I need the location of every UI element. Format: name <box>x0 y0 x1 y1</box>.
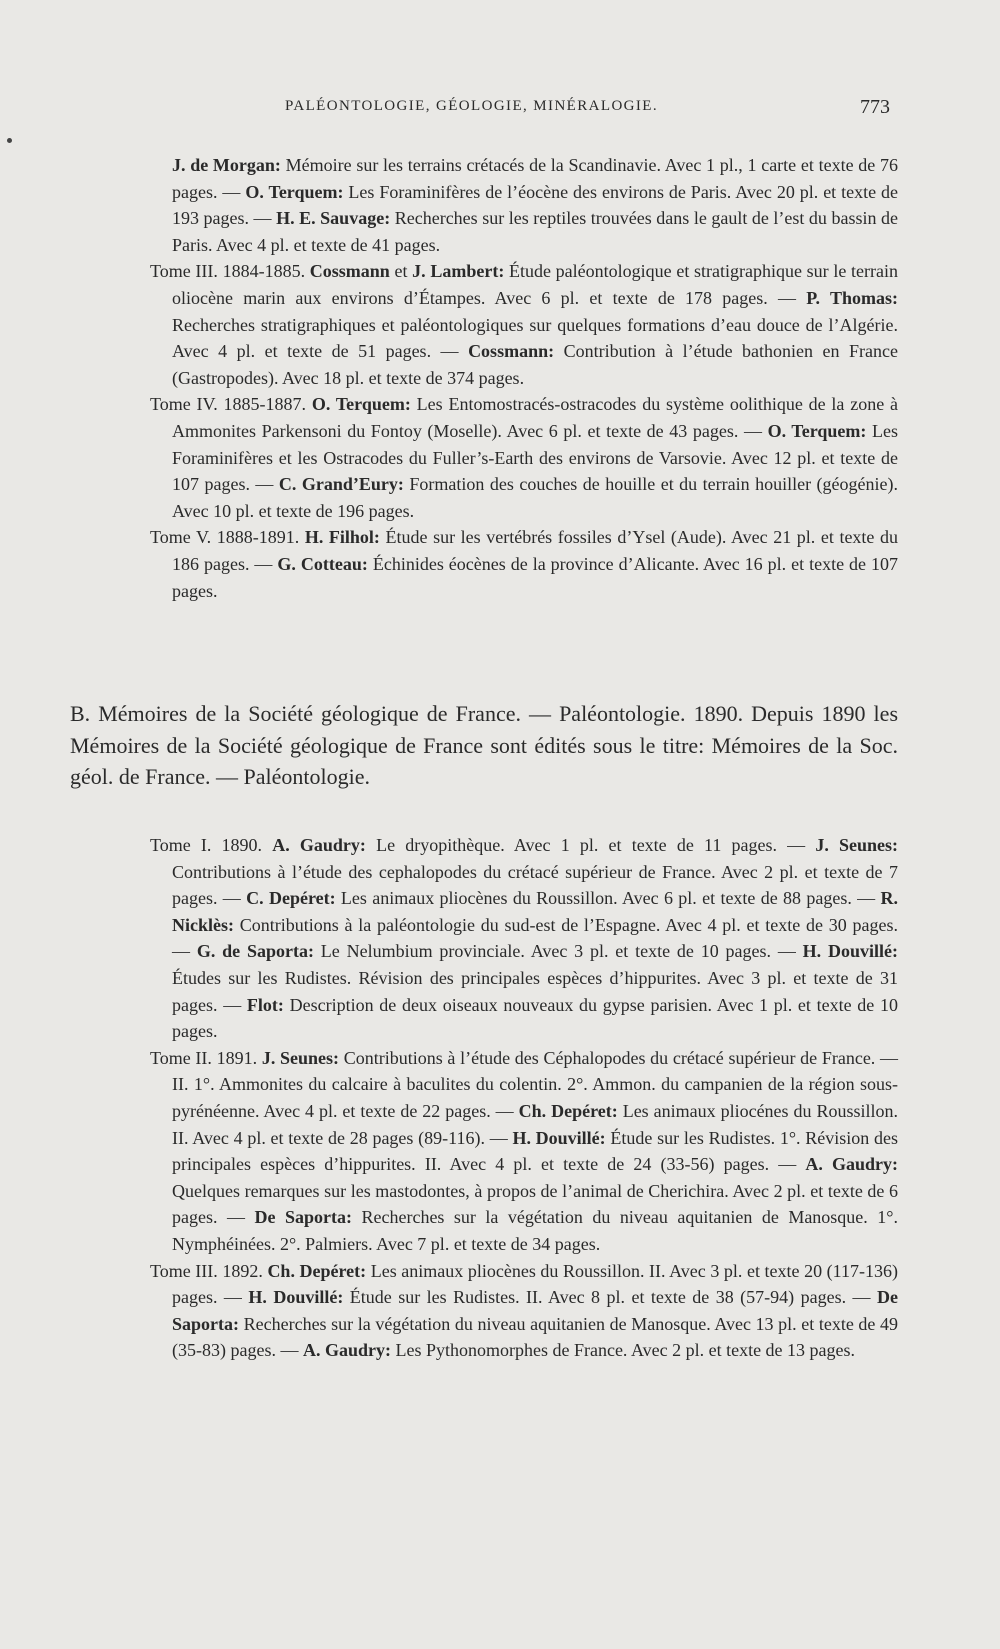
author-colon: : <box>337 181 344 202</box>
author-colon: : <box>404 394 411 415</box>
work-description: Contributions à la paléontologie du sud-est de l’Espagne. Avec 4 pl. et texte de 30 pages. — <box>172 914 898 962</box>
work-description: Mémoire sur les terrains crétacés de la Scandinavie. Avec 1 pl., 1 carte et texte de 76 pages. — <box>172 155 898 202</box>
author-name: H. Filhol <box>304 527 374 548</box>
author-colon: : <box>599 1127 606 1148</box>
tome-label: Tome I. 1890. <box>150 835 273 855</box>
section-b-heading-block <box>70 698 898 793</box>
tome-label: Tome III. 1884-1885. <box>150 261 310 282</box>
author-colon: : <box>892 1154 898 1175</box>
author-name: O. Terquem <box>767 420 861 441</box>
work-description: Quelques remarques sur les mastodontes, à propos de l’animal de Cherichira. Avec 2 pl. et texte de 6 pages. — <box>172 1180 898 1228</box>
author-name: G. Cotteau <box>277 553 362 574</box>
author-name: A. Gaudry <box>805 1154 892 1175</box>
author-name: A. Gaudry <box>272 835 360 855</box>
work-description: Les animaux pliocènes du Roussillon. Avec 6 pl. et texte de 88 pages. — <box>335 888 881 909</box>
author-name: Cossmann <box>468 341 549 362</box>
tome-entry <box>150 152 898 258</box>
work-description: Recherches sur la végétation du niveau aquitanien de Manosque. 1°. Nymphéinées. 2°. Palmiers. Avec 7 pl. et texte de 34 pages. <box>172 1207 898 1254</box>
tome-entry <box>150 1045 898 1258</box>
author-colon: : <box>384 1340 391 1361</box>
author-colon: : <box>274 155 281 175</box>
work-description: Les Pythonomorphes de France. Avec 2 pl. et texte de 13 pages. <box>390 1340 856 1361</box>
author-colon: : <box>891 287 898 308</box>
work-description: Les Foraminifères et les Ostracodes du Fuller’s-Earth des environs de Varsovie. Avec 12 pl. et texte de 107 pages. — <box>172 420 898 495</box>
tome-entry <box>150 258 898 391</box>
author-name: P. Thomas <box>806 287 892 308</box>
author-name: H. Douvillé <box>802 941 892 962</box>
work-description: et <box>389 261 413 282</box>
work-description: Les Entomostracés-ostracodes du système oolithique de la zone à Ammonites Parkensoni du Fontoy (Moselle). Avec 6 pl. et texte de 43 pages. — <box>172 394 899 441</box>
author-name: J. Seunes <box>815 835 893 855</box>
tome-entry <box>150 391 898 524</box>
work-description: Recherches stratigraphiques et paléontologiques sur quelques formations d’eau douce de l’Algérie. Avec 4 pl. et texte de 51 pages. — <box>172 314 898 362</box>
work-description: Étude sur les Rudistes. 1°. Révision des principales espèces d’hippurites. II. Avec 4 pl. et texte de 24 (33-56) pages. — <box>172 1127 898 1175</box>
author-name: R. Nicklès <box>172 888 899 935</box>
author-name: Cossmann <box>309 261 390 282</box>
author-name: H. E. Sauvage <box>276 208 385 229</box>
author-name: J. Seunes <box>261 1047 334 1068</box>
work-description: Description de deux oiseaux nouveaux du gypse parisien. Avec 1 pl. et texte de 10 pages. <box>172 994 898 1042</box>
author-name: A. Gaudry <box>302 1340 385 1361</box>
tome-label: Tome V. 1888-1891. <box>150 527 305 548</box>
work-description: Formation des couches de houille et du terrain houiller (géogénie). Avec 10 pl. et texte de 196 pages. <box>172 474 899 521</box>
author-colon: : <box>384 208 391 229</box>
author-colon: : <box>892 835 899 855</box>
tome-label: Tome II. 1891. <box>150 1047 262 1068</box>
section-a-list <box>150 152 898 604</box>
work-description: Étude sur les Rudistes. II. Avec 8 pl. et texte de 38 (57-94) pages. — <box>343 1287 877 1308</box>
author-name: Flot <box>246 994 278 1015</box>
page-number: 773 <box>860 96 890 118</box>
author-colon: : <box>548 341 555 362</box>
author-colon: : <box>860 420 867 441</box>
author-name: G. de Saporta <box>196 941 308 962</box>
tome-label: Tome IV. 1885-1887. <box>150 394 312 415</box>
work-description: Les animaux pliocènes du Roussillon. II. Avec 3 pl. et texte 20 (117-136) pages. — <box>172 1260 898 1308</box>
work-description: Étude sur les vertébrés fossiles d’Ysel (Aude). Avec 21 pl. et texte du 186 pages. — <box>172 527 898 574</box>
author-colon: : <box>892 941 898 962</box>
author-colon: : <box>359 835 366 855</box>
section-b-list <box>150 832 898 1364</box>
work-description: Le dryopithèque. Avec 1 pl. et texte de 11 pages. — <box>365 835 816 855</box>
author-colon: : <box>228 914 234 935</box>
author-colon: : <box>360 1260 367 1281</box>
work-description: Études sur les Rudistes. Révision des principales espèces d’hippurites. Avec 3 pl. et texte de 31 pages. — <box>172 967 898 1015</box>
author-name: C. Grand’Eury <box>278 474 398 495</box>
author-name: Ch. Depéret <box>518 1100 612 1121</box>
work-description: Étude paléontologique et stratigraphique sur le terrain oliocène marin aux environs d’Étampes. Avec 6 pl. et texte de 178 pages. — <box>172 261 898 308</box>
author-colon: : <box>611 1100 618 1121</box>
section-b-heading: B. Mémoires de la Société géologique de France. — Paléontologie. 1890. Depuis 1890 les Mémoires de la Société géologique de France sont édités sous le titre: Mémoires de la Soc. géol. de France. — Paléontologie. <box>70 701 898 790</box>
author-colon: : <box>337 1287 344 1308</box>
author-name: De Saporta <box>254 1207 346 1228</box>
running-head <box>0 98 1000 122</box>
author-colon: : <box>397 474 404 495</box>
author-colon: : <box>333 1047 340 1068</box>
work-description: Recherches sur la végétation du niveau aquitanien de Manosque. Avec 13 pl. et texte de 49 (35-83) pages. — <box>172 1313 898 1361</box>
author-name: Ch. Depéret <box>267 1260 361 1281</box>
work-description: Le Nelumbium provinciale. Avec 3 pl. et texte de 10 pages. — <box>313 941 803 962</box>
work-description: Les Foraminifères de l’éocène des environs de Paris. Avec 20 pl. et texte de 193 pages. — <box>172 181 899 229</box>
author-colon: : <box>361 553 368 574</box>
tome-entry <box>150 1258 898 1364</box>
author-colon: : <box>329 888 336 909</box>
author-colon: : <box>307 941 314 962</box>
author-colon: : <box>277 994 284 1015</box>
author-name: J. Lambert <box>412 261 499 282</box>
author-colon: : <box>498 261 505 282</box>
tome-label: Tome III. 1892. <box>150 1260 268 1281</box>
author-name: H. Douvillé <box>248 1287 338 1308</box>
author-colon: : <box>345 1207 352 1228</box>
tome-entry <box>150 524 898 604</box>
work-description: Contributions à l’étude des cephalopodes du crétacé supérieur de France. Avec 2 pl. et texte de 7 pages. — <box>172 861 898 909</box>
author-colon: : <box>233 1313 240 1334</box>
author-name: O. Terquem <box>311 394 405 415</box>
author-colon: : <box>373 527 380 548</box>
author-name: J. de Morgan <box>172 155 275 175</box>
author-name: De Saporta <box>172 1287 898 1334</box>
running-title: PALÉONTOLOGIE, GÉOLOGIE, MINÉRALOGIE. <box>285 98 659 114</box>
author-name: H. Douvillé <box>512 1127 600 1148</box>
work-description: Les animaux pliocénes du Roussillon. II. Avec 4 pl. et texte de 28 pages (89-116). — <box>172 1100 898 1148</box>
author-name: C. Depéret <box>246 888 330 909</box>
tome-entry <box>150 832 898 1045</box>
work-description: Recherches sur les reptiles trouvées dans le gault de l’est du bassin de Paris. Avec 4 pl. et texte de 41 pages. <box>172 208 898 255</box>
work-description: Échinides éocènes de la province d’Alicante. Avec 16 pl. et texte de 107 pages. <box>172 553 898 601</box>
author-name: O. Terquem <box>245 181 338 202</box>
work-description: Contribution à l’étude bathonien en France (Gastropodes). Avec 18 pl. et texte de 374 pages. <box>172 341 898 388</box>
margin-dot-mark <box>7 138 12 143</box>
work-description: Contributions à l’étude des Céphalopodes du crétacé supérieur de France. — II. 1°. Ammonites du calcaire à baculites du colentin. 2°. Ammon. du campanien de la région sous-pyrénéenne. Avec 4 pl. et texte de 22 pages. — <box>172 1047 899 1121</box>
